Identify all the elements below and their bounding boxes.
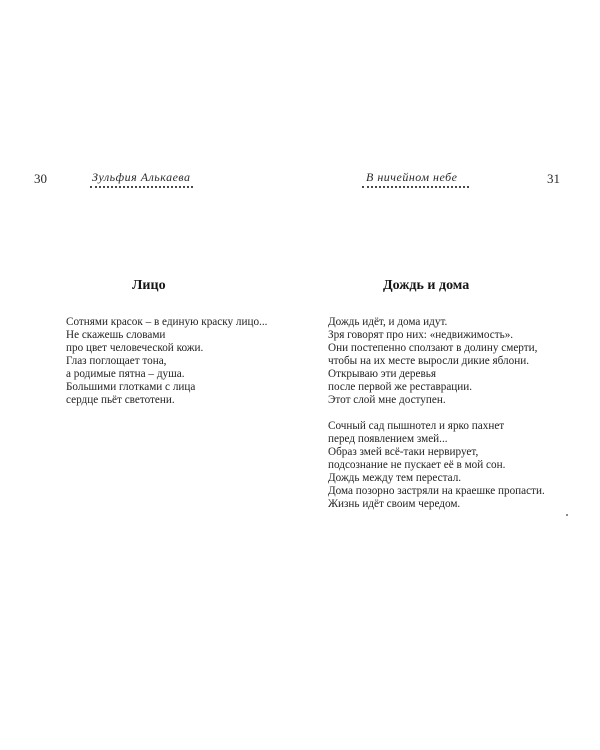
poem-line: Они постепенно сползают в долину смерти, [328,342,538,354]
poem-line: Дождь идёт, и дома идут. [328,316,448,328]
stanza [66,316,267,407]
dotted-rule [90,186,193,188]
poem-line: чтобы на их месте выросли дикие яблони. [328,355,530,367]
poem-line: Образ змей всё-таки нервирует, [328,446,479,458]
poem-line: Сотнями красок – в единую краску лицо... [66,316,268,328]
running-head-book-title: В ничейном небе [366,170,458,184]
poem-line: Жизнь идёт своим чередом. [328,498,461,510]
poem-line: Дождь между тем перестал. [328,472,462,484]
poem-line: Сочный сад пышнотел и ярко пахнет [328,420,505,432]
poem-body [66,316,267,420]
running-head-author: Зульфия Алькаева [92,170,191,184]
page-number: 30 [34,171,47,186]
poem-line: сердце пьёт светотени. [66,394,175,406]
dotted-rule [362,186,469,188]
poem-line: Этот слой мне доступен. [328,394,446,406]
poem-line: а родимые пятна – душа. [66,368,185,380]
poem-line: подсознание не пускает её в мой сон. [328,459,506,471]
poem-body [328,316,545,524]
page-number: 31 [547,171,560,186]
poem-line: после первой же реставрации. [328,381,473,393]
poem-line: Большими глотками с лица [66,381,196,393]
poem-title: Лицо [132,278,166,293]
poem-line: про цвет человеческой кожи. [66,342,204,354]
stanza [328,420,545,511]
poem-line: Дома позорно застряли на краешке пропасти. [328,485,545,497]
poem-line: Зря говорят про них: «недвижимость». [328,329,514,341]
poem-line: Не скажешь словами [66,329,166,341]
right-page [300,0,600,750]
poem-line: Открываю эти деревья [328,368,436,380]
poem-title: Дождь и дома [383,278,470,293]
poem-line: перед появлением змей... [328,433,448,445]
poem-line: Глаз поглощает тона, [66,355,167,367]
stanza [328,316,545,407]
print-speck [566,514,568,516]
